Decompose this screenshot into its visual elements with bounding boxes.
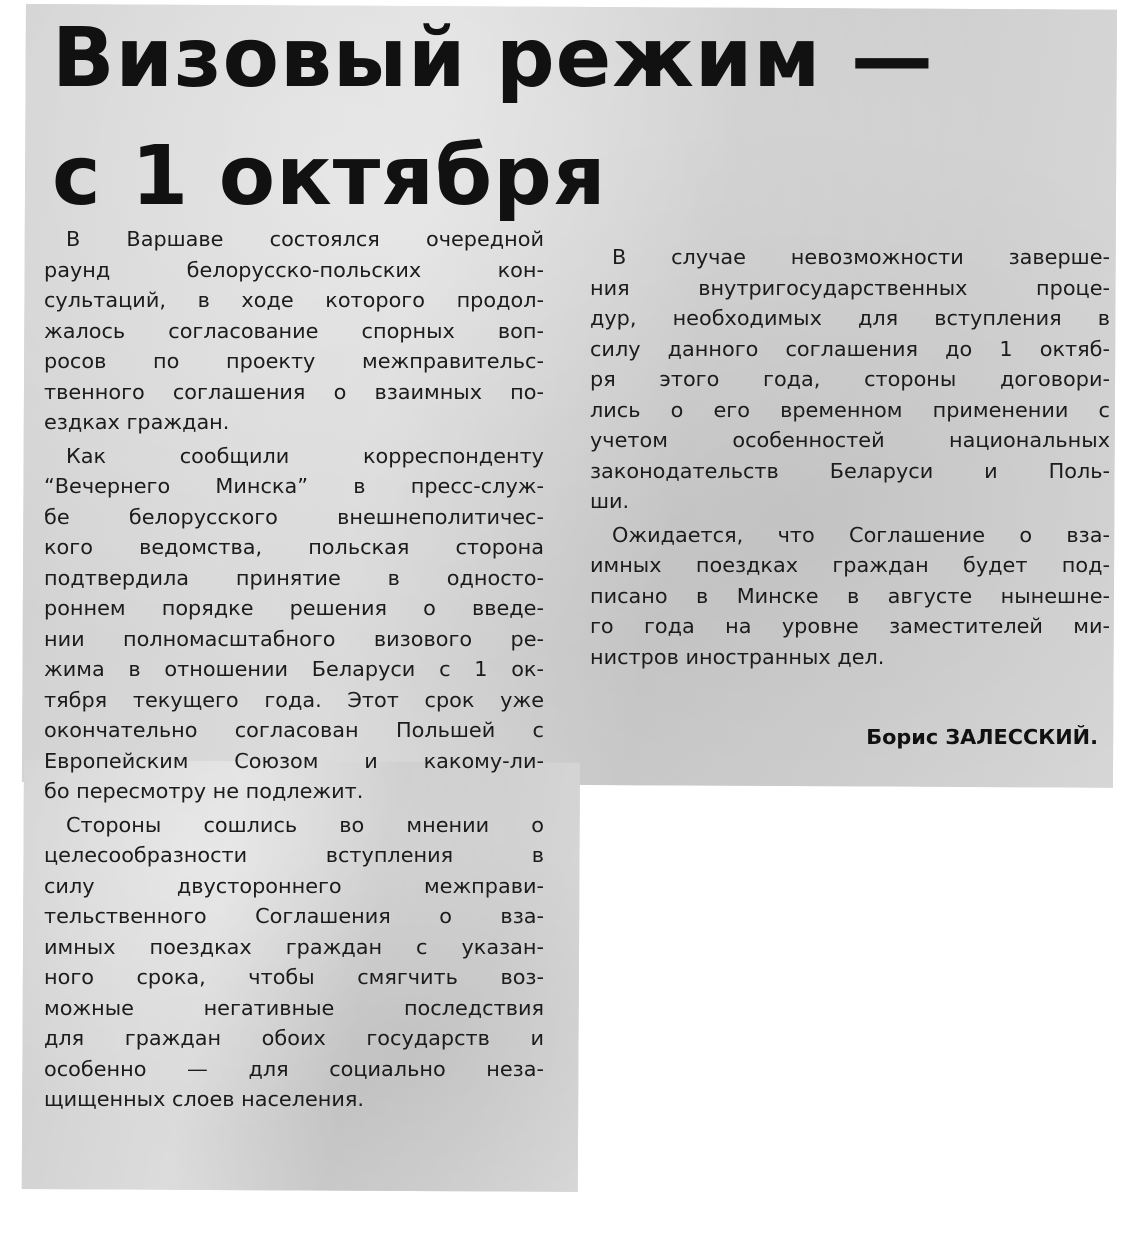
- article-text-line: можные негативные последствия: [44, 995, 544, 1020]
- article-text-line: законодательств Беларуси и Поль-: [590, 458, 1110, 483]
- article-text-line: целесообразности вступления в: [44, 843, 544, 867]
- article-text-line: силу данного соглашения до 1 октяб-: [590, 336, 1110, 361]
- article-text-line: ездках граждан.: [44, 410, 230, 434]
- article-text-line: бо пересмотру не подлежит.: [44, 779, 364, 803]
- article-text-line: нистров иностранных дел.: [590, 644, 885, 669]
- article-text-line: ши.: [590, 489, 630, 513]
- article-text-line: особенно — для социально неза-: [44, 1056, 544, 1081]
- article-text-line: “Вечернего Минска” в пресс-служ-: [44, 474, 544, 498]
- article-text-line: ря этого года, стороны договори-: [590, 367, 1110, 391]
- article-text-line: тября текущего года. Этот срок уже: [44, 687, 544, 712]
- headline-line-1: Визовый режим —: [52, 11, 934, 106]
- author-byline: Борис ЗАЛЕССКИЙ.: [866, 725, 1098, 749]
- article-text-line: сультаций, в ходе которого продол-: [44, 288, 544, 312]
- article-text-line: лись о его временном применении с: [590, 397, 1110, 422]
- article-text-line: Европейским Союзом и какому-ли-: [44, 748, 544, 773]
- article-text-line: жалось согласование спорных воп-: [44, 318, 544, 343]
- article-text-line: для граждан обоих государств и: [44, 1026, 544, 1050]
- article-text-line: В Варшаве состоялся очередной: [66, 227, 544, 251]
- article-text-line: раунд белорусско-польских кон-: [44, 257, 544, 282]
- article-left-column: [44, 224, 544, 1115]
- article-text-line: твенного соглашения о взаимных по-: [44, 379, 544, 404]
- article-text-line: учетом особенностей национальных: [590, 428, 1110, 452]
- article-text-line: ного срока, чтобы смягчить воз-: [44, 965, 544, 989]
- article-text-line: щищенных слоев населения.: [44, 1087, 365, 1111]
- article-text-line: жима в отношении Беларуси с 1 ок-: [44, 657, 544, 681]
- article-text-line: нии полномасштабного визового ре-: [44, 626, 544, 651]
- article-text-line: имных поездках граждан с указан-: [44, 934, 544, 959]
- article-text-line: ния внутригосударственных проце-: [590, 275, 1110, 300]
- article-right-column: [590, 242, 1110, 672]
- article-text-line: тельственного Соглашения о вза-: [44, 904, 544, 928]
- article-text-line: силу двустороннего межправи-: [44, 873, 544, 898]
- article-text-line: окончательно согласован Польшей с: [44, 718, 544, 742]
- article-text-line: В случае невозможности заверше-: [612, 245, 1110, 269]
- article-text-line: писано в Минске в августе нынешне-: [590, 583, 1110, 608]
- article-text-line: дур, необходимых для вступления в: [590, 306, 1110, 330]
- article-text-line: го года на уровне заместителей ми-: [590, 614, 1110, 638]
- article-text-line: Как сообщили корреспонденту: [66, 443, 544, 468]
- headline-line-2: с 1 октября: [52, 129, 607, 224]
- article-text-line: росов по проекту межправительс-: [44, 349, 544, 373]
- article-text-line: подтвердила принятие в односто-: [44, 565, 544, 590]
- article-text-line: имных поездках граждан будет под-: [590, 553, 1110, 577]
- article-text-line: кого ведомства, польская сторона: [44, 535, 544, 559]
- article-text-line: Ожидается, что Соглашение о вза-: [612, 522, 1110, 547]
- article-text-line: бе белорусского внешнеполитичес-: [44, 504, 544, 529]
- article-text-line: роннем порядке решения о введе-: [44, 596, 544, 620]
- article-text-line: Стороны сошлись во мнении о: [66, 812, 544, 837]
